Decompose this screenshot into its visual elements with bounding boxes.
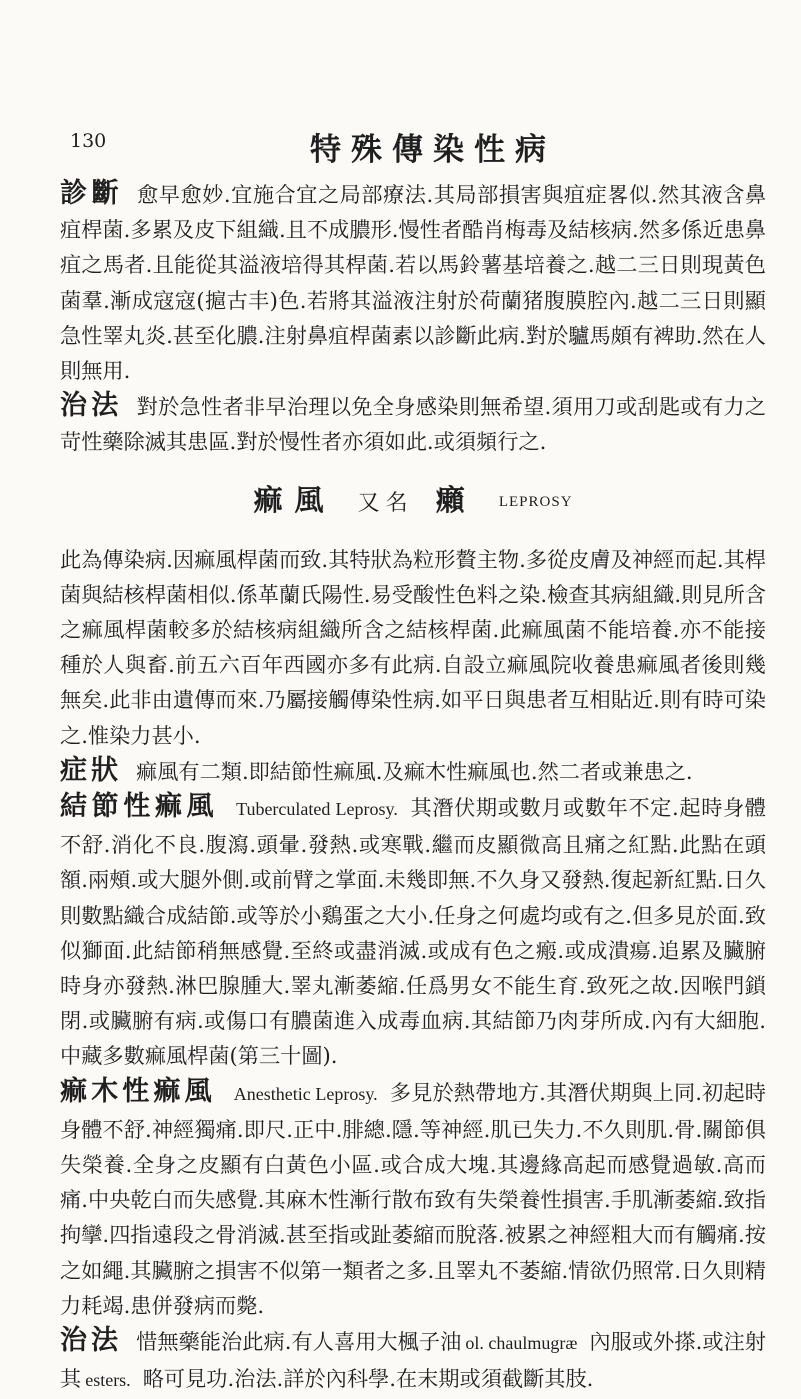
symptoms-text: 痲風有二類.即結節性痲風.及痲木性痲風也.然二者或兼患之. (136, 758, 693, 784)
anesthetic-heading: 痲木性痲風 (60, 1075, 216, 1107)
leprosy-intro: 此為傳染病.因痲風桿菌而致.其特狀為粒形贅主物.多從皮膚及神經而起.其桿菌與結核桿菌相似.係革蘭氏陽性.易受酸性色料之染.檢查其病組織.則見所含之痲風桿菌較多於結核病組織所含之結核桿菌.此痲風菌不能培養.亦不能接種於人與畜.前五六百年西國亦多有此病.自設立痲風院收養患痲風者後則幾無矣.此非由遺傳而來.乃屬接觸傳染性病.如平日與患者互相貼近.則有時可染之.惟染力甚小. (60, 546, 766, 748)
diagnosis-text: 愈早愈妙.宜施合宜之局部療法.其局部損害與疽症畧似.然其液含鼻疽桿菌.多累及皮下組織.且不成膿形.慢性者酷肖梅毒及結核病.然多係近患鼻疽之馬者.且能從其溢液培得其桿菌.若以馬鈴薯基培養之.越二三日則現黃色菌羣.漸成寇寇(㨭古丰)色.若將其溢液注射於荷蘭猪腹膜腔內.越二三日則顯急性睪丸炎.甚至化膿.注射鼻疽桿菌素以診斷此病.對於驢馬頗有裨助.然在人則無用. (60, 182, 767, 384)
anesthetic-text: 多見於熱帶地方.其潛伏期與上同.初起時身體不舒.神經獨痛.即尺.正中.腓總.隱.等神經.肌已失力.不久則肌.骨.關節俱失榮養.全身之皮顯有白黃色小區.或合成大塊.其邊緣高起而感覺過敏.高而痛.中央乾白而失感覺.其麻木性漸行散布致有失榮養性損害.手肌漸萎縮.致指拘攣.四指遠段之骨消滅.甚至指或趾萎縮而脫落.被累之神經粗大而有觸痛.按之如繩.其臟腑之損害不似第一類者之多.且睪丸不萎縮.情欲仍照常.日久則精力耗竭.患併發病而斃. (60, 1079, 766, 1318)
leprosy-treatment-paragraph (60, 1323, 766, 1398)
esters-term: esters. (85, 1370, 131, 1391)
leprosy-treatment-text-a: 惜無藥能治此病.有人喜用大楓子油 (136, 1329, 462, 1355)
tuberculated-heading: 結節性痲風 (60, 791, 219, 823)
leprosy-title: 痲風 (253, 482, 336, 517)
treatment-heading: 治法 (60, 390, 123, 422)
page-number: 130 (70, 130, 107, 152)
tuberculated-text: 其潛伏期或數月或數年不定.起時身體不舒.消化不良.腹瀉.頭暈.發熱.或寒戰.繼而皮顯微高且痛之紅點.此點在頭額.兩頰.或大腿外側.或前臂之掌面.未幾即無.不久身又發熱.復起新紅點.日久則數點織合成結節.或等於小鷄蛋之大小.任身之何處均或有之.但多見於面.致似獅面.此結節稍無感覺.至終或盡消滅.或成有色之瘢.或成潰瘍.追累及臟腑時身亦發熱.淋巴腺腫大.睪丸漸萎縮.任爲男女不能生育.致死之故.因喉門鎖閉.或臟腑有病.或傷口有膿菌進入成毒血病.其結節乃肉芽所成.內有大細胞.中藏多數痲風桿菌(第三十圖). (60, 795, 766, 1069)
anesthetic-english: Anesthetic Leprosy. (233, 1083, 378, 1104)
symptoms-paragraph (60, 753, 766, 789)
diagnosis-heading: 診斷 (60, 178, 124, 209)
chaulmugra-oil-term: ol. chaulmugræ (465, 1333, 578, 1354)
page-body (60, 176, 766, 1399)
anesthetic-paragraph (60, 1074, 766, 1323)
treatment-paragraph (60, 388, 766, 459)
leprosy-treatment-text-c: 略可見功.治法.詳於內科學.在末期或須截斷其肢. (142, 1366, 594, 1392)
treatment-text: 對於急性者非早治理以免全身感染則無希望.須用刀或刮匙或有力之苛性藥除滅其患區.對於慢性者亦須如此.或須頻行之. (60, 394, 766, 455)
page-header: 特殊傳染性病 (310, 132, 556, 168)
leprosy-alt-name: 癩 (435, 482, 477, 517)
leprosy-treatment-heading: 治法 (60, 1325, 123, 1357)
tuberculated-english: Tuberculated Leprosy. (236, 799, 398, 820)
symptoms-heading: 症狀 (60, 754, 122, 786)
leprosy-alt-label: 又名 (357, 490, 414, 516)
tuberculated-paragraph (60, 789, 766, 1074)
leprosy-english-title: LEPROSY (498, 493, 573, 510)
leprosy-treatment-text-b: 內服或外搽.或注射其 (60, 1329, 766, 1392)
leprosy-section-title (60, 482, 766, 522)
diagnosis-paragraph (60, 176, 766, 388)
